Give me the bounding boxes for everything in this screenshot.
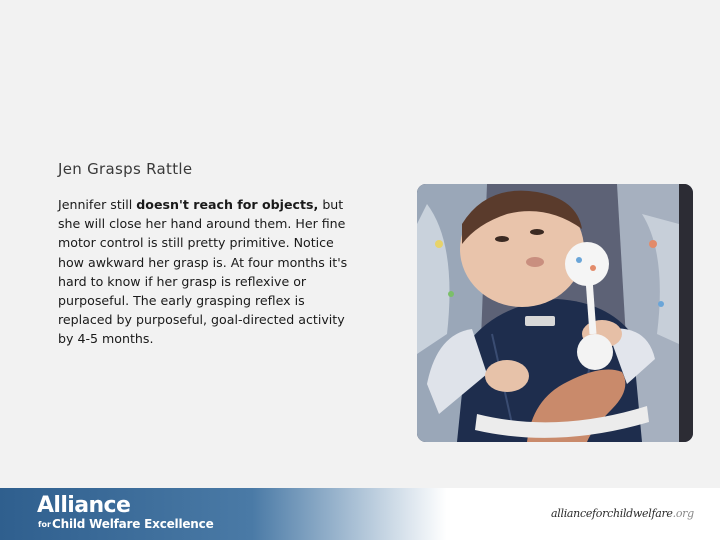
alliance-logo-subtitle: Child Welfare Excellence bbox=[52, 517, 214, 531]
alliance-logo-for: for bbox=[38, 520, 51, 529]
slide-title: Jen Grasps Rattle bbox=[58, 160, 193, 178]
website-url-tld: .org bbox=[672, 507, 694, 520]
body-text-bold: doesn't reach for objects, bbox=[136, 197, 319, 212]
website-url bbox=[551, 507, 694, 520]
body-text-part-1: Jennifer still bbox=[58, 197, 137, 212]
slide-body-text bbox=[58, 195, 363, 349]
photo-illustration bbox=[417, 184, 693, 442]
body-text-part-2: but she will close her hand around them. Her fine motor control is still pretty primitive. Notice how awkward her grasp is. At four months it's hard to know if her grasp is reflexive or purposeful. The early grasping reflex is replaced by purposeful, goal-directed activity by 4-5 months. bbox=[58, 197, 348, 347]
alliance-logo-text: Alliance bbox=[37, 493, 131, 518]
website-url-main: allianceforchildwelfare bbox=[551, 507, 673, 520]
baby-grasping-rattle-photo bbox=[417, 184, 693, 442]
